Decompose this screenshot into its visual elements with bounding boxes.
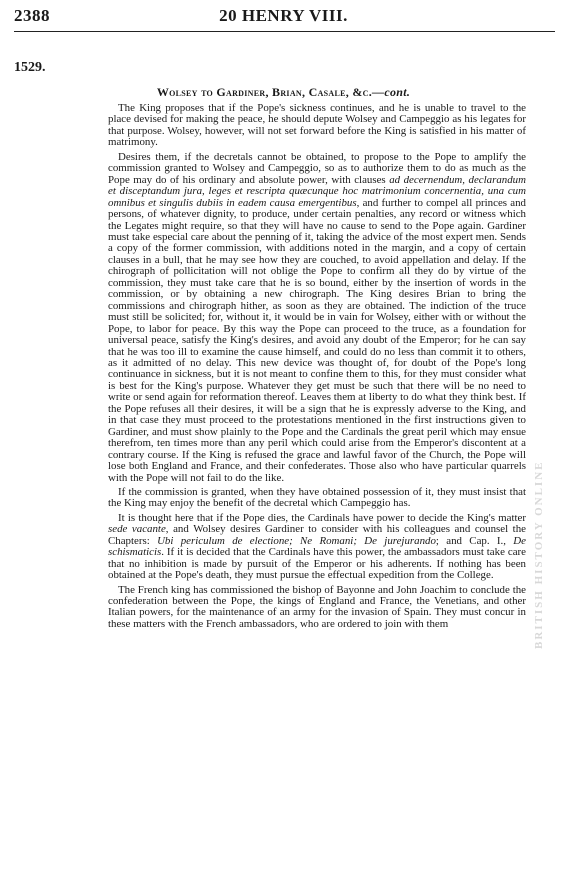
paragraph-5: The French king has commissioned the bishop of Bayonne and John Joachim to conclude the confederation between the Pope, the kings of England and France, the Venetians, and other Italian powers, for the maintenance of an army for the invasion of Spain. They must concur in these matters with the French ambassadors, who are ordered to join with them <box>108 583 526 630</box>
section-title-suffix: —cont. <box>372 85 411 99</box>
paragraph-3: If the commission is granted, when they have obtained possession of it, they must insist that the King may enjoy the benefit of the decretal which Campeggio has. <box>108 485 526 510</box>
paragraph-1: The King proposes that if the Pope's sickness continues, and he is unable to travel to the place devised for making the peace, he should depute Wolsey and Campeggio as his legates for that purpose. Wolsey, however, will not set forward before the King is satisfied in his matter of matrimony. <box>108 102 526 149</box>
header-rule <box>14 31 555 32</box>
section-title-main: Wolsey to Gardiner, Brian, Casale, &c. <box>156 85 373 99</box>
body-text <box>108 103 526 633</box>
section-title <box>0 85 567 100</box>
watermark-stamp: BRITISH HISTORY ONLINE <box>533 460 545 650</box>
page-number: 2388 <box>14 6 50 25</box>
running-title: 20 HENRY VIII. <box>219 6 348 25</box>
paragraph-4: It is thought here that if the Pope dies, the Cardinals have power to decide the King's matter sede vacante, and Wolsey desires Gardiner to consider with his colleagues and counsel the Chapters: Ubi periculum de electione; Ne Romani; De jurejurando; and Cap. I., De schismaticis. If it is decided that the Cardinals have this power, the ambassadors must take care that no inhibition is made by pursuit of the Emperor or his adherents. If nothing has been obtained at the Pope's death, they must pursue the effectual expedition from the College. <box>108 511 526 582</box>
year-marker: 1529. <box>14 60 46 75</box>
paragraph-2: Desires them, if the decretals cannot be obtained, to propose to the Pope to amplify the commission granted to Wolsey and Campeggio, so as to authorize them to do as much as the Pope may do of his ordinary and absolute power, with clauses ad decernendum, declarandum et disceptandum jura, leges et rescripta quæcunque hoc matrimonium concernentia, una cum omnibus et singulis dubiis in eadem causa emergentibus, and further to compel all princes and persons, of whatever dignity, to produce, under certain penalties, any record or witness which the Legates might require, so that they will have no cause to send to the Pope again. Gardiner must take especial care about the penning of it, taking the advice of the most expert men. Sends a copy of the former commission, with additions noted in the margin, and a copy of certain clauses in a bull, that he may see how they are couched, to avoid appellation and delay. If the chirograph of pollicitation will not oblige the Pope to confirm all they do by virtue of the commission, they must take care that he is so bound, either by the insertion of words in the commission, or by obtaining a new chirograph. The King desires Brian to bring the commissions and chirograph hither, as soon as they are obtained. The indiction of the truce must still be solicited; for, without it, it would be in vain for Wolsey, either with or without the Pope, to labor for peace. By this way the Pope can proceed to the truce, as a foundation for universal peace, satisfy the King's desires, and avoid any doubt of the Emperor; for he can say that he was too ill to examine the cause himself, and could do no less than commit it to others, as it admitted of no delay. This new device was thought of, for doubt of the Pope's long continuance in sickness, but it is not meant to confine them to this, for they must consider what is best for the King's purpose. Whatever they get must be such that there will be no need to write or send again for reformation thereof. Leaves them at liberty to do what they think best. If the Pope refuses all their desires, it will be a sign that he is expressly adverse to the King, and in that case they must proceed to the protestations mentioned in the first instructions given to Gardiner, and must show plainly to the Pope and the Cardinals the great peril which may ensue therefrom, ten times more than any peril which could arise from the Emperor's discontent at a contrary course. If the King is refused the grace and lawful favor of the Church, the Pope will lose both England and France, and their confederates. Those also who have particular quarrels with the Pope will not fail to do the like. <box>108 150 526 484</box>
page-header <box>8 4 559 36</box>
